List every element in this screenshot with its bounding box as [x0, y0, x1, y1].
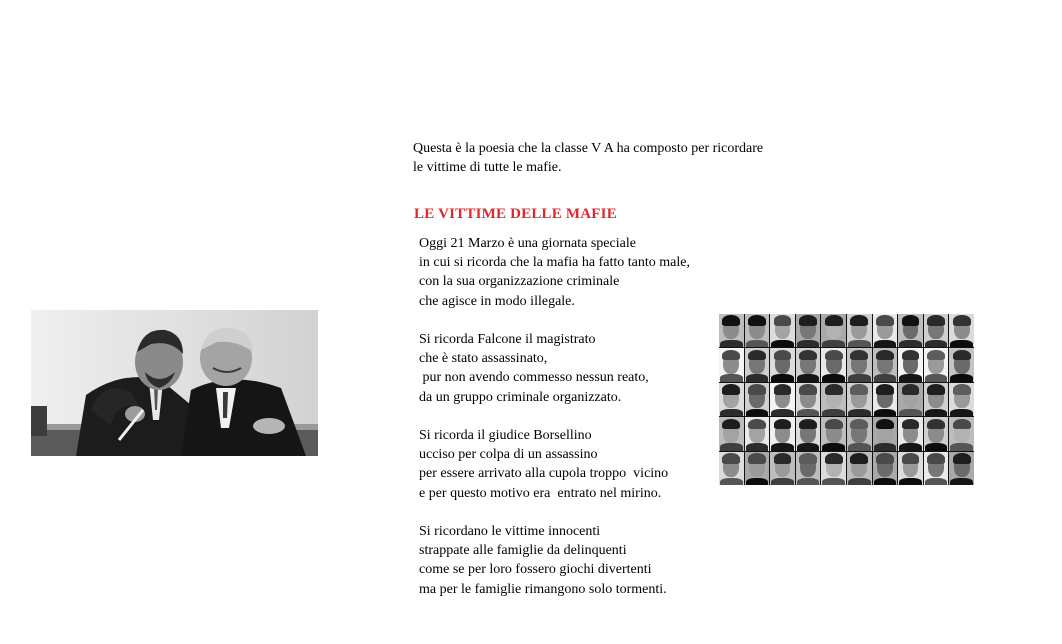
portrait-thumbnail	[770, 314, 795, 347]
poem-title: LE VITTIME DELLE MAFIE	[414, 206, 617, 222]
portrait-thumbnail	[745, 314, 770, 347]
poem-line: Si ricordano le vittime innocenti	[419, 524, 601, 539]
poem-line: ucciso per colpa di un assassino	[419, 447, 598, 463]
poem-line: che agisce in modo illegale.	[419, 293, 575, 309]
portrait-thumbnail	[924, 417, 949, 450]
portrait-thumbnail	[924, 348, 949, 381]
poem-line: con la sua organizzazione criminale	[419, 274, 620, 290]
poem-line: da un gruppo criminale organizzato.	[419, 389, 622, 405]
intro-line: le vittime di tutte le mafie.	[413, 160, 562, 175]
poem-line: Si ricorda Falcone il magistrato	[419, 332, 596, 347]
portrait-thumbnail	[873, 348, 898, 381]
intro-line: Questa è la poesia che la classe V A ha composto per ricordare	[413, 141, 764, 156]
portrait-thumbnail	[898, 452, 923, 485]
portrait-thumbnail	[796, 314, 821, 347]
poem-line: ma per le famiglie rimangono solo tormenti.	[419, 581, 667, 597]
portrait-thumbnail	[949, 452, 974, 485]
poem-line: che è stato assassinato,	[419, 351, 548, 367]
portrait-thumbnail	[745, 452, 770, 485]
portrait-thumbnail	[770, 348, 795, 381]
portrait-thumbnail	[796, 452, 821, 485]
portrait-thumbnail	[949, 417, 974, 450]
portrait-thumbnail	[924, 452, 949, 485]
portrait-thumbnail	[873, 383, 898, 416]
poem-line: in cui si ricorda che la mafia ha fatto tanto male,	[419, 255, 690, 271]
falcone-borsellino-photo	[31, 310, 318, 456]
intro-text	[413, 139, 833, 177]
poem-line: come se per loro fossero giochi divertenti	[419, 562, 652, 578]
portrait-thumbnail	[770, 383, 795, 416]
poem-line: pur non avendo commesso nessun reato,	[419, 370, 649, 386]
portrait-thumbnail	[796, 383, 821, 416]
portrait-thumbnail	[770, 417, 795, 450]
portrait-thumbnail	[821, 314, 846, 347]
portrait-thumbnail	[949, 348, 974, 381]
portrait-thumbnail	[898, 348, 923, 381]
portrait-thumbnail	[924, 383, 949, 416]
poem-body	[419, 234, 739, 618]
portrait-thumbnail	[873, 452, 898, 485]
portrait-thumbnail	[847, 417, 872, 450]
portrait-thumbnail	[821, 417, 846, 450]
portrait-thumbnail	[873, 314, 898, 347]
portrait-thumbnail	[898, 314, 923, 347]
portrait-thumbnail	[770, 452, 795, 485]
portrait-thumbnail	[796, 417, 821, 450]
portrait-thumbnail	[719, 452, 744, 485]
poem-line: e per questo motivo era entrato nel mirino.	[419, 485, 662, 501]
portrait-thumbnail	[745, 417, 770, 450]
portrait-thumbnail	[719, 383, 744, 416]
portrait-thumbnail	[949, 383, 974, 416]
portrait-thumbnail	[847, 314, 872, 347]
photo-illustration	[31, 310, 318, 456]
portrait-thumbnail	[719, 417, 744, 450]
portrait-thumbnail	[719, 314, 744, 347]
poem-line: Oggi 21 Marzo è una giornata speciale	[419, 236, 636, 251]
portrait-thumbnail	[898, 417, 923, 450]
victims-portrait-mosaic	[719, 314, 974, 485]
poem-stanza	[419, 522, 739, 599]
portrait-thumbnail	[821, 383, 846, 416]
portrait-thumbnail	[949, 314, 974, 347]
portrait-thumbnail	[821, 452, 846, 485]
portrait-thumbnail	[924, 314, 949, 347]
poem-line: per essere arrivato alla cupola troppo vicino	[419, 466, 669, 482]
portrait-thumbnail	[745, 383, 770, 416]
portrait-thumbnail	[847, 383, 872, 416]
portrait-thumbnail	[898, 383, 923, 416]
portrait-thumbnail	[847, 348, 872, 381]
poem-stanza	[419, 426, 739, 503]
portrait-thumbnail	[796, 348, 821, 381]
portrait-thumbnail	[821, 348, 846, 381]
portrait-thumbnail	[745, 348, 770, 381]
portrait-thumbnail	[719, 348, 744, 381]
portrait-thumbnail	[847, 452, 872, 485]
poem-line: strappate alle famiglie da delinquenti	[419, 543, 627, 559]
poem-stanza	[419, 330, 739, 407]
poem-stanza	[419, 234, 739, 311]
poem-line: Si ricorda il giudice Borsellino	[419, 428, 592, 443]
portrait-thumbnail	[873, 417, 898, 450]
